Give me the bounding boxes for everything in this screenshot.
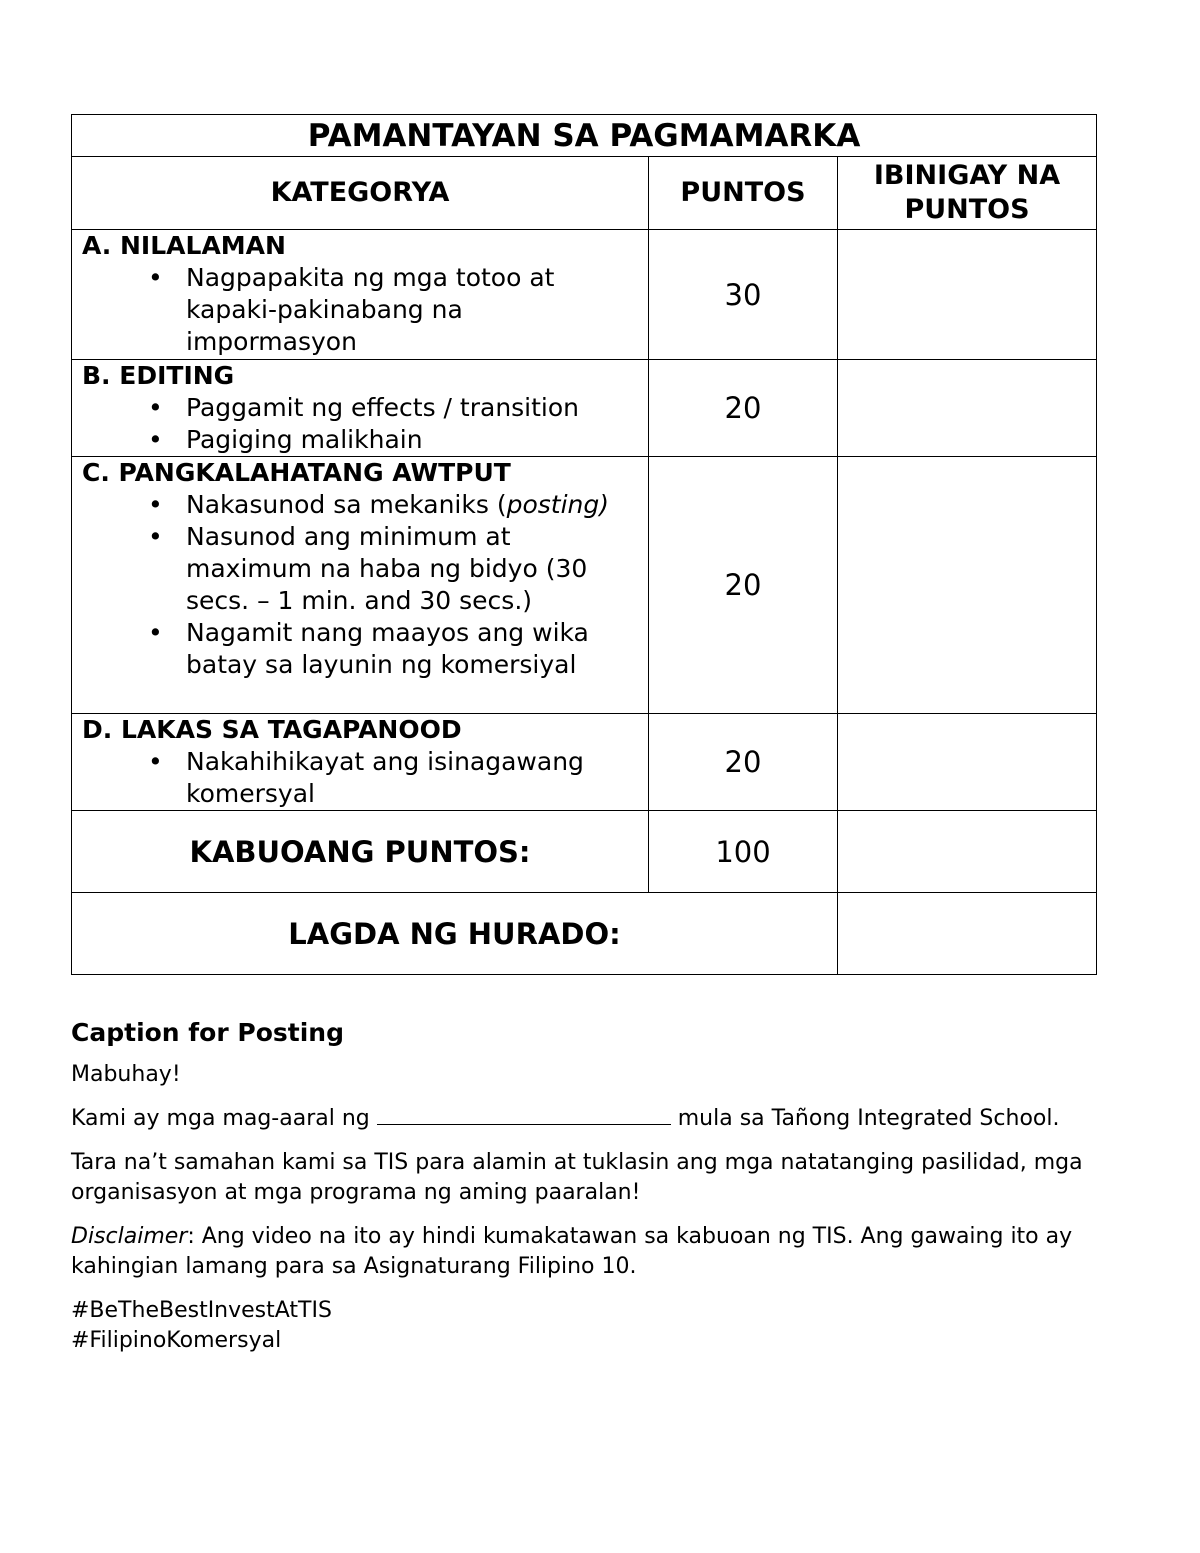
caption-disclaimer — [71, 1222, 1131, 1282]
rubric-total-row — [72, 811, 1097, 893]
given-points-blank — [838, 230, 1097, 360]
total-given-blank — [838, 811, 1097, 893]
rubric-row-tagapanood — [72, 714, 1097, 811]
category-name: A. NILALAMAN — [82, 231, 286, 260]
header-points: PUNTOS — [649, 157, 838, 230]
total-points-value: 100 — [649, 811, 838, 893]
category-cell — [72, 714, 649, 811]
criteria-item: • Nakahihikayat ang isinagawang komersyal — [82, 746, 640, 810]
caption-greeting: Mabuhay! — [71, 1062, 181, 1087]
criteria-list — [82, 392, 640, 456]
caption-invite: Tara na’t samahan kami sa TIS para alamin at tuklasin ang mga natatanging pasilidad, mga organisasyon at mga programa ng aming paaralan! — [71, 1150, 1083, 1205]
category-cell — [72, 360, 649, 457]
rubric-row-nilalaman — [72, 230, 1097, 360]
rubric-signature-row — [72, 893, 1097, 975]
rubric-row-editing — [72, 360, 1097, 457]
header-category: KATEGORYA — [72, 157, 649, 230]
criteria-item: • Nagpapakita ng mga totoo at kapaki-pakinabang na impormasyon — [82, 262, 640, 358]
intro-before: Kami ay mga mag-aaral ng — [71, 1106, 370, 1131]
hashtag: #BeTheBestInvestAtTIS — [71, 1298, 332, 1323]
disclaimer-text: : Ang video na ito ay hindi kumakatawan sa kabuoan ng TIS. Ang gawaing ito ay kahingian lamang para sa Asignaturang Filipino 10. — [71, 1224, 1073, 1279]
rubric-title-row — [72, 115, 1097, 157]
criteria-item: • Nagamit nang maayos ang wika batay sa layunin ng komersiyal — [82, 617, 640, 681]
points-value: 20 — [649, 457, 838, 714]
given-points-blank — [838, 360, 1097, 457]
rubric-header-row — [72, 157, 1097, 230]
criteria-item — [82, 489, 640, 521]
category-name: B. EDITING — [82, 361, 235, 390]
rubric-title: PAMANTAYAN SA PAGMAMARKA — [72, 115, 1097, 157]
hashtag: #FilipinoKomersyal — [71, 1328, 282, 1353]
category-cell — [72, 230, 649, 360]
criteria-text: Nakasunod sa mekaniks ( — [186, 490, 507, 519]
criteria-item: • Pagiging malikhain — [82, 424, 640, 456]
caption-section — [71, 1016, 1131, 1370]
rubric-row-awtput — [72, 457, 1097, 714]
criteria-list — [82, 746, 640, 810]
header-given-points: IBINIGAY NA PUNTOS — [838, 157, 1097, 230]
points-value: 30 — [649, 230, 838, 360]
points-value: 20 — [649, 360, 838, 457]
grading-rubric-table — [71, 114, 1097, 975]
category-name: D. LAKAS SA TAGAPANOOD — [82, 715, 462, 744]
caption-title: Caption for Posting — [71, 1018, 344, 1047]
total-points-label: KABUOANG PUNTOS: — [72, 811, 649, 893]
criteria-list — [82, 489, 640, 681]
given-points-blank — [838, 714, 1097, 811]
disclaimer-label: Disclaimer — [71, 1224, 188, 1249]
category-name: C. PANGKALAHATANG AWTPUT — [82, 458, 511, 487]
intro-after: mula sa Tañong Integrated School. — [677, 1106, 1060, 1131]
caption-intro — [71, 1104, 1131, 1134]
caption-hashtags — [71, 1296, 1131, 1356]
given-points-blank — [838, 457, 1097, 714]
criteria-emphasis: posting) — [506, 490, 609, 519]
criteria-item: • Paggamit ng effects / transition — [82, 392, 640, 424]
fill-in-blank — [377, 1104, 671, 1125]
criteria-item: • Nasunod ang minimum at maximum na haba ng bidyo (30 secs. – 1 min. and 30 secs.) — [82, 521, 640, 617]
judge-signature-label: LAGDA NG HURADO: — [72, 893, 838, 975]
criteria-list — [82, 262, 640, 358]
judge-signature-blank — [838, 893, 1097, 975]
points-value: 20 — [649, 714, 838, 811]
category-cell — [72, 457, 649, 714]
